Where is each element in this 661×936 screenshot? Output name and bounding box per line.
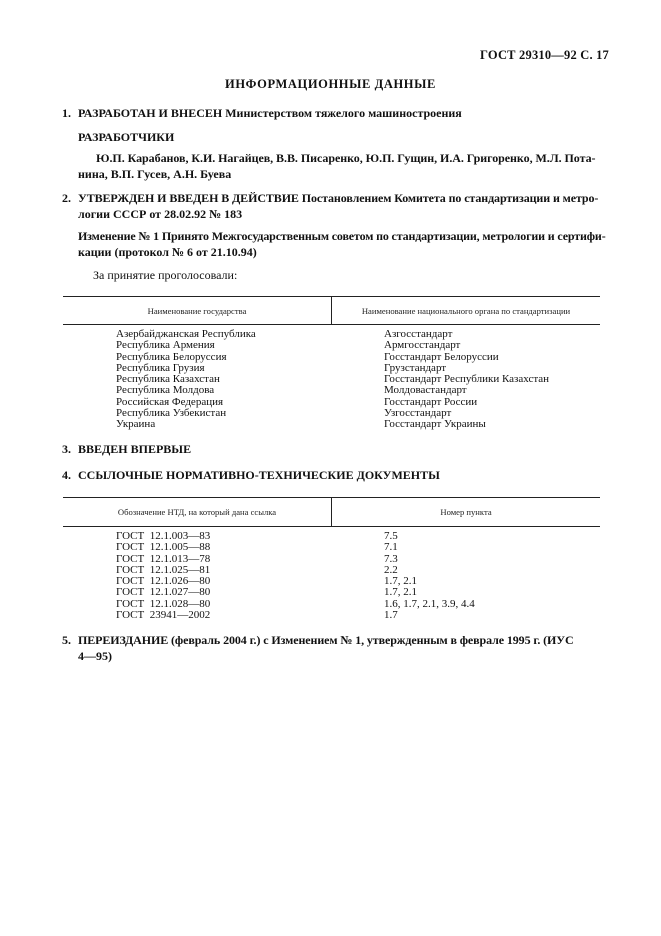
table-2-header-rule: [63, 526, 600, 527]
table-row: ГОСТ 12.1.003—83: [116, 530, 211, 542]
voted-label: За принятие проголосовали:: [93, 268, 238, 282]
table-row: Армгосстандарт: [384, 339, 461, 352]
table-row: Республика Молдова: [116, 384, 215, 397]
table-row: 1.6, 1.7, 2.1, 3.9, 4.4: [384, 597, 475, 610]
section-3-text: ВВЕДЕН ВПЕРВЫЕ: [78, 442, 192, 456]
table-2-clauses: [384, 531, 475, 621]
section-2-line-1: УТВЕРЖДЕН И ВВЕДЕН В ДЕЙСТВИЕ Постановлением Комитета по стандартизации и метро-: [78, 191, 599, 205]
page-title: ИНФОРМАЦИОННЫЕ ДАННЫЕ: [225, 77, 436, 91]
section-1-text: [78, 106, 462, 121]
table-row: ГОСТ 12.1.028—80: [116, 597, 211, 610]
table-1-header-rule: [63, 324, 600, 325]
section-1-number: 1.: [62, 106, 71, 120]
table-row: Украина: [116, 418, 156, 431]
section-3-number: 3.: [62, 442, 71, 456]
table-row: ГОСТ 12.1.025—81: [116, 563, 211, 576]
table-row: 1.7: [384, 609, 398, 622]
table-row: Госстандарт Республики Казахстан: [384, 373, 550, 386]
table-row: Республика Узбекистан: [116, 407, 227, 420]
amendment-line-2: кации (протокол № 6 от 21.10.94): [78, 245, 257, 259]
section-5-line-2: 4—95): [78, 649, 112, 663]
table-row: ГОСТ 12.1.026—80: [116, 575, 211, 588]
table-row: ГОСТ 23941—2002: [116, 609, 211, 622]
table-row: Госстандарт Украины: [384, 418, 486, 431]
developers-line-1: Ю.П. Карабанов, К.И. Нагайцев, В.В. Писаренко, Ю.П. Гущин, И.А. Григоренко, М.Л. Пота-: [96, 151, 596, 165]
table-row: Грузстандарт: [384, 361, 447, 374]
table-row: Республика Грузия: [116, 361, 205, 374]
table-row: 2.2: [384, 563, 398, 576]
section-4-number: 4.: [62, 468, 71, 482]
table-1-col-2-header: Наименование национального органа по стандартизации: [361, 306, 571, 316]
table-row: Госстандарт Белоруссии: [384, 350, 499, 363]
table-2-docs: [116, 531, 210, 621]
table-1-states: [116, 329, 256, 431]
section-5-number: 5.: [62, 633, 71, 647]
table-row: Узгосстандарт: [384, 407, 452, 420]
table-row: 1.7, 2.1: [384, 575, 417, 588]
table-row: Российская Федерация: [116, 395, 224, 408]
table-2-col-2-header: Номер пункта: [440, 507, 492, 517]
table-row: ГОСТ 12.1.013—78: [116, 552, 211, 565]
developers-label: РАЗРАБОТЧИКИ: [78, 130, 175, 144]
table-row: Республика Белоруссия: [116, 350, 227, 363]
table-1-bodies: [384, 329, 549, 431]
table-1-col-1-header: Наименование государства: [147, 306, 247, 316]
table-row: 1.7, 2.1: [384, 586, 417, 599]
table-row: ГОСТ 12.1.027—80: [116, 586, 211, 599]
table-row: ГОСТ 12.1.005—88: [116, 541, 211, 554]
table-row: 7.5: [384, 530, 398, 542]
table-row: Молдовастандарт: [384, 384, 467, 397]
section-5-line-1: ПЕРЕИЗДАНИЕ (февраль 2004 г.) с Изменением № 1, утвержденным в феврале 1995 г. (ИУС: [78, 633, 574, 647]
table-row: Азгосстандарт: [384, 328, 453, 340]
section-2-line-2: логии СССР от 28.02.92 № 183: [78, 207, 243, 221]
document-reference: ГОСТ 29310—92 С. 17: [480, 48, 609, 62]
section-2-number: 2.: [62, 191, 71, 205]
developers-line-2: нина, В.П. Гусев, А.Н. Буева: [78, 167, 232, 181]
table-row: Госстандарт России: [384, 395, 478, 408]
table-row: 7.1: [384, 541, 398, 554]
section-1-content: РАЗРАБОТАН И ВНЕСЕН Министерством тяжелого машиностроения: [78, 106, 462, 120]
amendment-line-1: Изменение № 1 Принято Межгосударственным советом по стандартизации, метрологии и сертифи-: [78, 229, 606, 243]
section-4-text: ССЫЛОЧНЫЕ НОРМАТИВНО-ТЕХНИЧЕСКИЕ ДОКУМЕНТЫ: [78, 468, 440, 482]
table-row: 7.3: [384, 552, 398, 565]
table-row: Республика Казахстан: [116, 373, 220, 386]
table-row: Республика Армения: [116, 339, 215, 352]
table-row: Азербайджанская Республика: [116, 328, 256, 340]
table-2-col-1-header: Обозначение НТД, на который дана ссылка: [117, 507, 277, 517]
